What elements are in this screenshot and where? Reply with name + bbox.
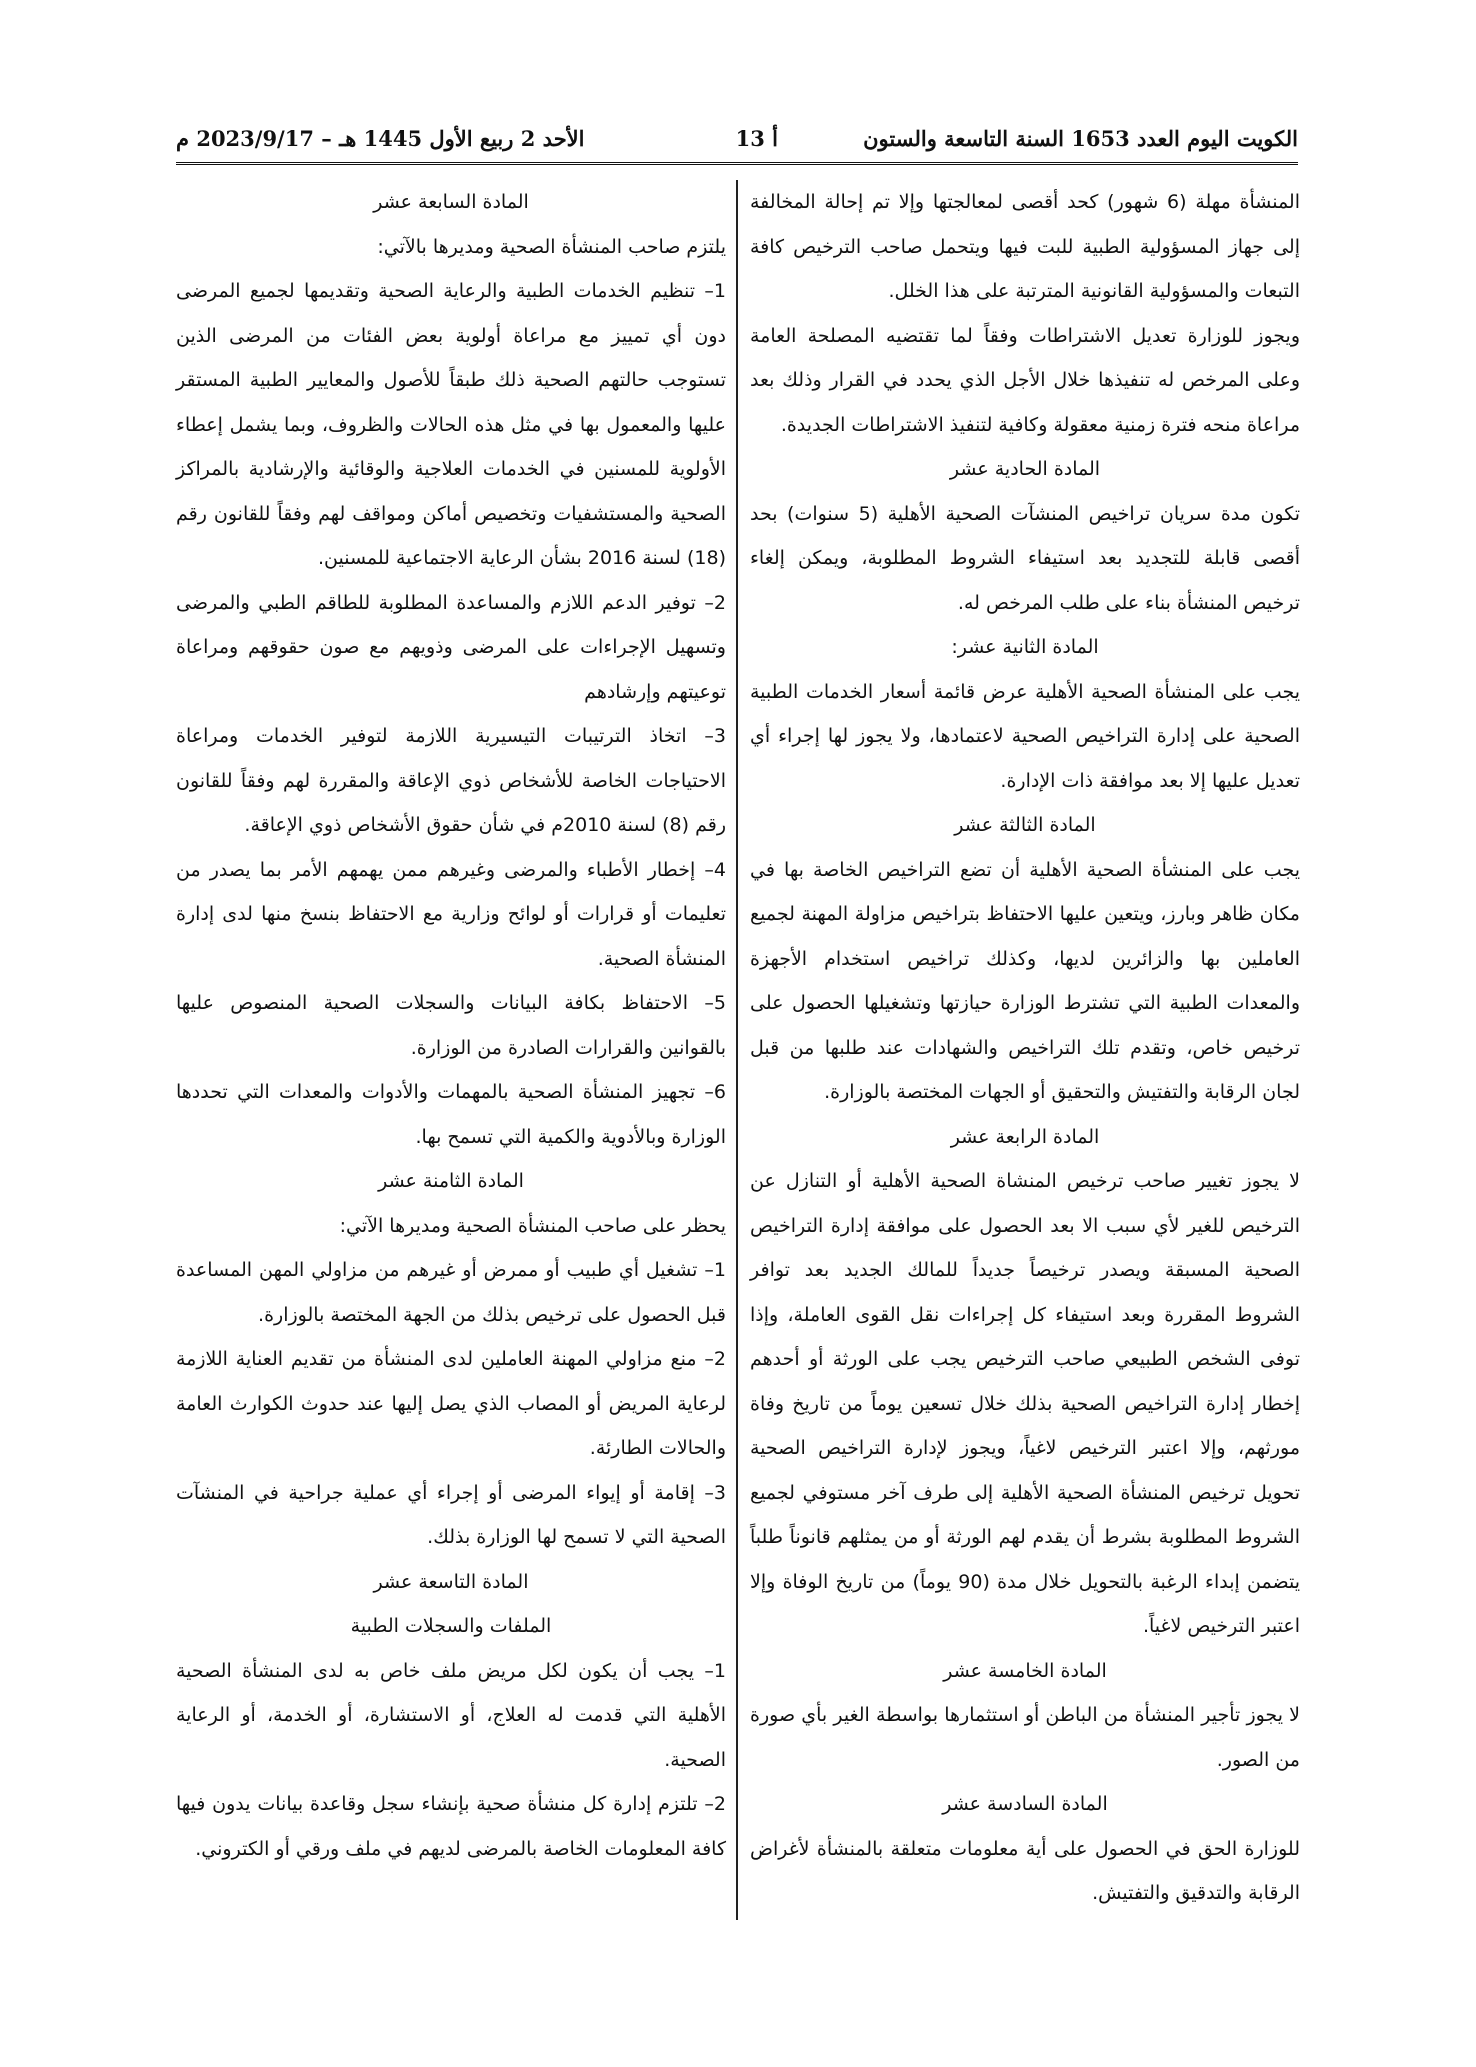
article-11-text: تكون مدة سريان تراخيص المنشآت الصحية الأهلية (5 سنوات) بحد أقصى قابلة للتجديد بعد استيفاء الشروط المطلوبة، ويمكن إلغاء ترخيص المنشأة بناء على طلب المرخص له. <box>750 502 1300 614</box>
column-divider <box>736 180 738 1920</box>
right-column <box>750 180 1300 1916</box>
paragraph-amend-requirements: ويجوز للوزارة تعديل الاشتراطات وفقاً لما تقتضيه المصلحة العامة وعلى المرخص له تنفيذها خلال الأجل الذي يحدد في القرار وذلك بعد مراعاة منحه فترة زمنية معقولة وكافية لتنفيذ الاشتراطات الجديدة. <box>750 324 1300 436</box>
article-17-intro: يلتزم صاحب المنشأة الصحية ومديرها بالآتي: <box>377 235 726 258</box>
article-16-text: للوزارة الحق في الحصول على أية معلومات متعلقة بالمنشأة لأغراض الرقابة والتدقيق والتفتيش. <box>750 1837 1300 1904</box>
article-18-item-1: 1– تشغيل أي طبيب أو ممرض أو غيرهم من مزاولي المهن المساعدة قبل الحصول على ترخيص بذلك من الجهة المختصة بالوزارة. <box>176 1259 726 1326</box>
article-14-text: لا يجوز تغيير صاحب ترخيص المنشاة الصحية الأهلية أو التنازل عن الترخيص للغير لأي سبب الا بعد الحصول على موافقة إدارة التراخيص الصحية المسبقة ويصدر ترخيصاً جديداً للمالك الجديد بعد توافر الشروط المقررة وبعد استيفاء كل إجراءات نقل القوى العاملة، وإذا توفى الشخص الطبيعي صاحب الترخيص يجب على الورثة أو أحدهم إخطار إدارة التراخيص الصحية بذلك خلال تسعين يوماً من تاريخ وفاة مورثهم، وإلا اعتبر الترخيص لاغياً، ويجوز لإدارة التراخيص الصحية تحويل ترخيص المنشأة الصحية الأهلية إلى طرف آخر مستوفي لجميع الشروط المطلوبة بشرط أن يقدم لهم الورثة أو من يمثلهم قانوناً طلباً يتضمن إبداء الرغبة بالتحويل خلال مدة (90 يوماً) من تاريخ الوفاة وإلا اعتبر الترخيص لاغياً. <box>750 1170 1300 1637</box>
article-18-heading: المادة الثامنة عشر <box>378 1170 524 1192</box>
article-17-item-4: 4– إخطار الأطباء والمرضى وغيرهم ممن يهمهم الأمر بما يصدر من تعليمات أو قرارات أو لوائح وزارية مع الاحتفاظ بنسخ منها لدى إدارة المنشأة الصحية. <box>176 858 726 970</box>
article-19-subheading: الملفات والسجلات الطبية <box>350 1615 552 1637</box>
header-issue-info: الكويت اليوم العدد 1653 السنة التاسعة والستون <box>863 126 1298 151</box>
article-19-item-1: 1– يجب أن يكون لكل مريض ملف خاص به لدى المنشأة الصحية الأهلية التي قدمت له العلاج، أو الاستشارة، أو الخدمة، أو الرعاية الصحية. <box>176 1659 726 1771</box>
header-divider <box>176 162 1298 165</box>
article-19-heading: المادة التاسعة عشر <box>373 1570 529 1593</box>
page-header <box>176 118 1298 162</box>
article-18-intro: يحظر على صاحب المنشأة الصحية ومديرها الآتي: <box>339 1214 726 1237</box>
paragraph-violation-deadline: المنشأة مهلة (6 شهور) كحد أقصى لمعالجتها وإلا تم إحالة المخالفة إلى جهاز المسؤولية الطبية للبت فيها ويتحمل صاحب الترخيص كافة التبعات والمسؤولية القانونية المترتبة على هذا الخلل. <box>750 191 1301 302</box>
article-17-item-1: 1– تنظيم الخدمات الطبية والرعاية الصحية وتقديمها لجميع المرضى دون أي تمييز مع مراعاة أولوية بعض الفئات من المرضى الذين تستوجب حالتهم الصحية ذلك طبقاً للأصول والمعايير الطبية المستقر عليها والمعمول بها في مثل هذه الحالات والظروف، وبما يشمل إعطاء الأولوية للمسنين في الخدمات العلاجية والوقائية والإرشادية بالمراكز الصحية والمستشفيات وتخصيص أماكن ومواقف لهم وفقاً للقانون رقم (18) لسنة 2016 بشأن الرعاية الاجتماعية للمسنين. <box>176 280 726 569</box>
article-13-text: يجب على المنشأة الصحية الأهلية أن تضع التراخيص الخاصة بها في مكان ظاهر وبارز، ويتعين عليها الاحتفاظ بتراخيص مزاولة المهنة لجميع العاملين بها والزائرين لديها، وكذلك تراخيص استخدام الأجهزة والمعدات الطبية التي تشترط الوزارة حيازتها وتشغيلها الحصول على ترخيص خاص، وتقدم تلك التراخيص والشهادات عند طلبها من قبل لجان الرقابة والتفتيش والتحقيق أو الجهات المختصة بالوزارة. <box>750 858 1300 1103</box>
article-17-item-5: 5– الاحتفاظ بكافة البيانات والسجلات الصحية المنصوص عليها بالقوانين والقرارات الصادرة من الوزارة. <box>176 992 726 1059</box>
article-12-heading: المادة الثانية عشر: <box>951 636 1099 658</box>
article-19-item-2: 2– تلتزم إدارة كل منشأة صحية بإنشاء سجل وقاعدة بيانات يدون فيها كافة المعلومات الخاصة بالمرضى لديهم في ملف ورقي أو الكتروني. <box>176 1793 726 1860</box>
article-17-item-6: 6– تجهيز المنشأة الصحية بالمهمات والأدوات والمعدات التي تحددها الوزارة وبالأدوية والكمية التي تسمح بها. <box>176 1081 726 1148</box>
article-17-item-2: 2– توفير الدعم اللازم والمساعدة المطلوبة للطاقم الطبي والمرضى وتسهيل الإجراءات على المرضى وذويهم مع صون حقوقهم ومراعاة توعيتهم وإرشادهم <box>176 591 726 703</box>
article-15-text: لا يجوز تأجير المنشأة من الباطن أو استثمارها بواسطة الغير بأي صورة من الصور. <box>750 1704 1300 1771</box>
header-page-number: أ 13 <box>735 126 778 151</box>
article-17-item-3: 3– اتخاذ الترتيبات التيسيرية اللازمة لتوفير الخدمات ومراعاة الاحتياجات الخاصة للأشخاص ذوي الإعاقة والمقررة لهم وفقاً للقانون رقم (8) لسنة 2010م في شأن حقوق الأشخاص ذوي الإعاقة. <box>176 725 726 836</box>
left-column <box>176 180 726 1871</box>
article-13-heading: المادة الثالثة عشر <box>954 814 1096 836</box>
article-15-heading: المادة الخامسة عشر <box>943 1659 1107 1682</box>
article-11-heading: المادة الحادية عشر <box>949 458 1101 480</box>
article-17-heading: المادة السابعة عشر <box>373 191 529 213</box>
article-16-heading: المادة السادسة عشر <box>942 1793 1108 1815</box>
article-18-item-3: 3– إقامة أو إيواء المرضى أو إجراء أي عملية جراحية في المنشآت الصحية التي لا تسمح لها الوزارة بذلك. <box>176 1481 726 1548</box>
article-14-heading: المادة الرابعة عشر <box>950 1125 1100 1148</box>
article-18-item-2: 2– منع مزاولي المهنة العاملين لدى المنشأة من تقديم العناية اللازمة لرعاية المريض أو المصاب الذي يصل إليها عند حدوث الكوارث العامة والحالات الطارئة. <box>176 1348 726 1459</box>
header-date: الأحد 2 ربيع الأول 1445 هـ – 2023/9/17 م <box>176 126 585 151</box>
article-12-text: يجب على المنشأة الصحية الأهلية عرض قائمة أسعار الخدمات الطبية الصحية على إدارة التراخيص الصحية لاعتمادها، ولا يجوز لها إجراء أي تعديل عليها إلا بعد موافقة ذات الإدارة. <box>750 680 1300 792</box>
